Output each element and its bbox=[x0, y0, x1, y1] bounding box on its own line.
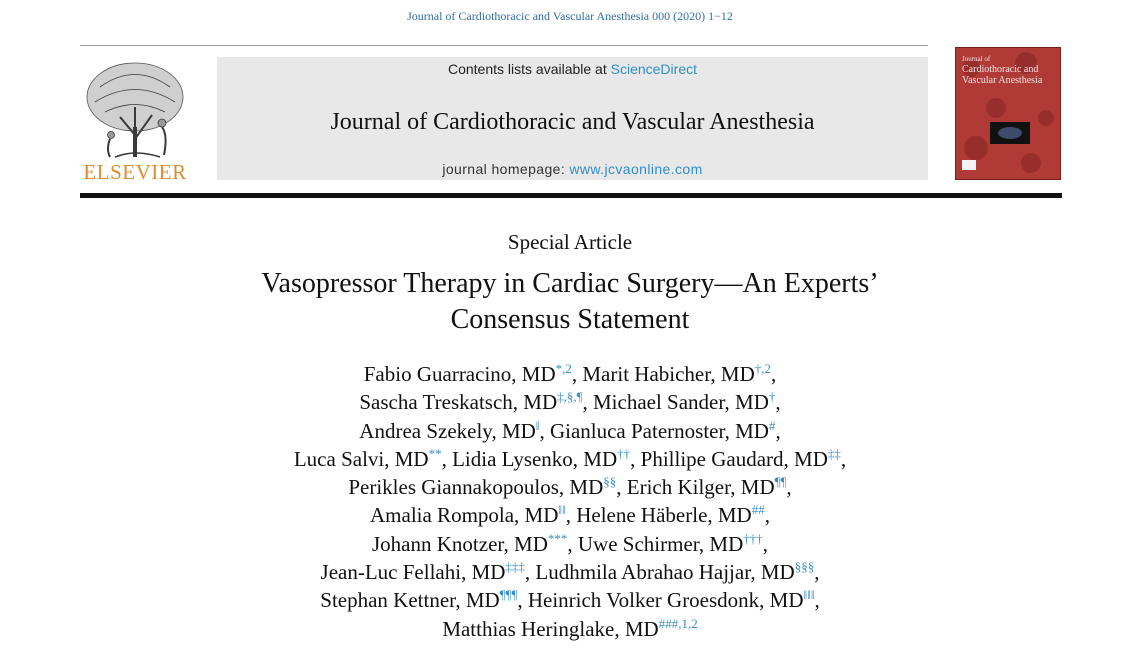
article-title-line-1: Vasopressor Therapy in Cardiac Surgery—An Experts’ bbox=[261, 268, 879, 299]
author-affiliation-marker[interactable]: ‡‡‡ bbox=[505, 559, 525, 575]
author-line bbox=[140, 530, 1000, 558]
author-name: Jean-Luc Fellahi, MD bbox=[320, 560, 506, 585]
author-affiliation-marker[interactable]: ## bbox=[751, 502, 765, 518]
author-affiliation-marker[interactable]: ###,1,2 bbox=[658, 615, 698, 631]
article-type: Special Article bbox=[507, 230, 633, 254]
author-line bbox=[140, 501, 1000, 529]
journal-banner bbox=[217, 57, 928, 180]
author-name: Stephan Kettner, MD bbox=[320, 588, 500, 613]
author-line bbox=[140, 473, 1000, 501]
author-line bbox=[140, 558, 1000, 586]
author-name: Phillipe Gaudard, MD bbox=[640, 446, 828, 471]
author-name: Erich Kilger, MD bbox=[626, 475, 775, 500]
author-affiliation-marker[interactable]: ¶¶¶ bbox=[499, 587, 518, 603]
author-name: Lidia Lysenko, MD bbox=[452, 446, 618, 471]
author-name: Luca Salvi, MD bbox=[293, 446, 429, 471]
author-name: Uwe Schirmer, MD bbox=[577, 531, 744, 556]
author-name: Heinrich Volker Groesdonk, MD bbox=[527, 588, 804, 613]
journal-cover-thumbnail bbox=[955, 47, 1061, 180]
author-separator: , bbox=[567, 531, 578, 556]
author-line bbox=[140, 445, 1000, 473]
author-affiliation-marker[interactable]: ‖‖ bbox=[558, 502, 566, 518]
author-separator: , bbox=[630, 446, 641, 471]
elsevier-wordmark: ELSEVIER bbox=[83, 160, 187, 184]
author-separator: , bbox=[616, 475, 627, 500]
homepage-link[interactable]: www.jcvaonline.com bbox=[569, 161, 703, 177]
author-name: Andrea Szekely, MD bbox=[359, 418, 536, 443]
author-affiliation-marker[interactable]: *** bbox=[547, 530, 568, 546]
author-affiliation-marker[interactable]: †,2 bbox=[754, 361, 771, 376]
contents-prefix: Contents lists available at bbox=[447, 61, 611, 77]
author-separator: , bbox=[571, 362, 583, 386]
author-line bbox=[140, 586, 1000, 614]
author-name: Gianluca Paternoster, MD bbox=[549, 418, 769, 443]
author-name: Perikles Giannakopoulos, MD bbox=[348, 475, 604, 500]
author-separator: , bbox=[775, 418, 781, 443]
author-separator: , bbox=[775, 390, 781, 415]
author-name: Fabio Guarracino, MD bbox=[363, 362, 556, 386]
author-separator: , bbox=[539, 418, 550, 443]
author-name: Sascha Treskatsch, MD bbox=[359, 390, 558, 415]
author-separator: , bbox=[770, 362, 777, 386]
author-affiliation-marker[interactable]: ‡,§,¶ bbox=[557, 389, 583, 405]
author-separator: , bbox=[786, 475, 792, 500]
author-separator: , bbox=[814, 588, 820, 613]
author-name: Michael Sander, MD bbox=[593, 390, 769, 415]
author-separator: , bbox=[582, 390, 593, 415]
author-name: Amalia Rompola, MD bbox=[370, 503, 559, 528]
author-line bbox=[140, 360, 1000, 388]
author-name: Helene Häberle, MD bbox=[576, 503, 752, 528]
author-name: Marit Habicher, MD bbox=[582, 362, 755, 386]
author-separator: , bbox=[814, 560, 820, 585]
sciencedirect-link[interactable]: ScienceDirect bbox=[610, 61, 697, 77]
author-affiliation-marker[interactable]: ** bbox=[428, 445, 442, 461]
author-separator: , bbox=[764, 503, 770, 528]
author-affiliation-marker[interactable]: ‡‡ bbox=[827, 445, 841, 461]
author-name: Ludhmila Abrahao Hajjar, MD bbox=[535, 560, 795, 585]
author-name: Johann Knotzer, MD bbox=[372, 531, 548, 556]
author-affiliation-marker[interactable]: †† bbox=[617, 445, 631, 461]
author-affiliation-marker[interactable]: † bbox=[768, 389, 776, 405]
author-separator: , bbox=[762, 531, 768, 556]
author-line bbox=[140, 615, 1000, 643]
cover-journal-name: Journal of Cardiothoracic and Vascular Anesthesia bbox=[962, 55, 1043, 86]
author-affiliation-marker[interactable]: # bbox=[768, 417, 776, 433]
contents-line bbox=[217, 61, 928, 77]
author-affiliation-marker[interactable]: *,2 bbox=[555, 361, 572, 376]
author-separator: , bbox=[517, 588, 528, 613]
author-line bbox=[140, 388, 1000, 416]
author-affiliation-marker[interactable]: §§ bbox=[603, 474, 617, 490]
author-separator: , bbox=[441, 446, 453, 471]
journal-title: Journal of Cardiothoracic and Vascular Anesthesia bbox=[330, 109, 815, 135]
author-line bbox=[140, 417, 1000, 445]
author-separator: , bbox=[565, 503, 577, 528]
author-affiliation-marker[interactable]: ‖‖‖ bbox=[803, 587, 815, 603]
homepage-line bbox=[217, 161, 928, 177]
author-name: Matthias Heringlake, MD bbox=[442, 616, 659, 641]
author-separator: , bbox=[840, 446, 847, 471]
article-title-line-2: Consensus Statement bbox=[450, 304, 690, 335]
author-list bbox=[140, 360, 1000, 643]
author-affiliation-marker[interactable]: ‖ bbox=[535, 417, 540, 433]
author-affiliation-marker[interactable]: §§§ bbox=[794, 559, 815, 575]
author-separator: , bbox=[524, 560, 536, 585]
article-title bbox=[140, 266, 1000, 338]
journal-citation: Journal of Cardiothoracic and Vascular Anesthesia 000 (2020) 1−12 bbox=[407, 9, 733, 23]
homepage-prefix: journal homepage: bbox=[442, 161, 570, 177]
header-divider bbox=[80, 45, 928, 46]
author-affiliation-marker[interactable]: ¶¶ bbox=[774, 474, 787, 490]
author-affiliation-marker[interactable]: ††† bbox=[743, 530, 763, 546]
header-thick-rule bbox=[80, 193, 1062, 198]
